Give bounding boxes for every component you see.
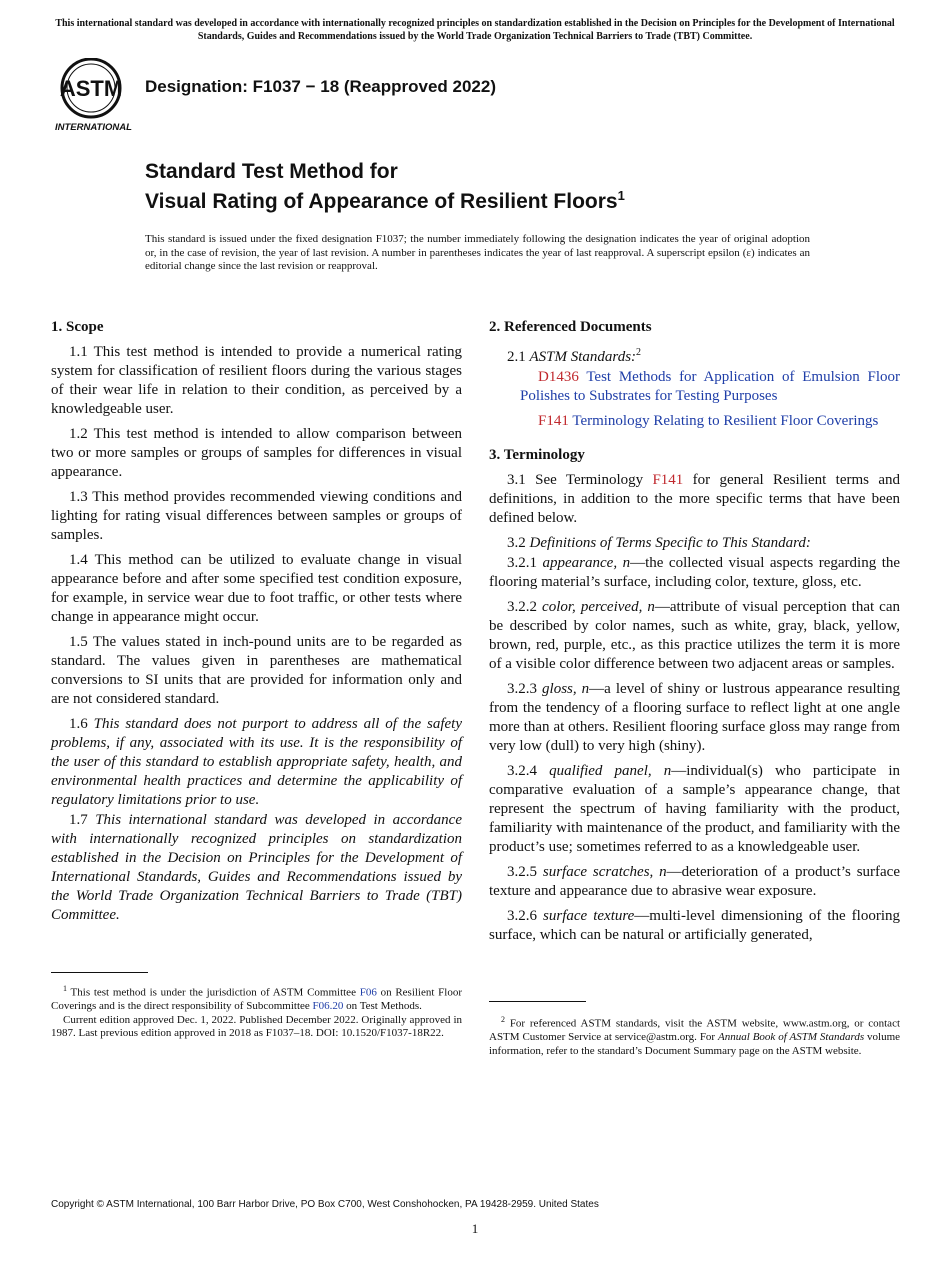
copyright: Copyright © ASTM International, 100 Barr Harbor Drive, PO Box C700, West Conshohocken, PA 19428-2959. United States	[51, 1199, 599, 1210]
footnote-1: $^1$ This test method is under the jurisdiction of ASTM Committee F06 on Resilient Floor Coverings and is the direct responsibility of Subcommittee F06.20 on Test Methods. Current edition approved Dec. 1, 2022. Published December 2022. Originally approved in 1987. Last previous edition approved in 2018 as F1037–18. DOI: 10.1520/F1037-18R22.	[51, 972, 462, 1041]
designation: Designation: F1037 − 18 (Reapproved 2022)	[145, 77, 496, 96]
footnote-2: $^2$ For referenced ASTM standards, visit the ASTM website, www.astm.org, or contact ASTM Customer Service at service@astm.org. For Annual Book of ASTM Standards volume information, refer to the standard’s Document Summary page on the ASTM website.	[489, 1001, 900, 1058]
link-f141[interactable]: F141	[652, 472, 684, 488]
paragraph-1-1: 1.1 This test method is intended to provide a numerical rating system for classification of resilient floors during the various stages of their wear life in relation to their condition, as perceived by a knowledgeable user.	[51, 344, 462, 417]
paragraph-3-2: 3.2 Definitions of Terms Specific to This Standard:	[507, 535, 811, 551]
section-heading-referenced-documents: 2. Referenced Documents	[489, 319, 652, 335]
definition-3-2-2: 3.2.2 color, perceived, n—attribute of visual perception that can be described by color names, such as white, gray, black, yellow, brown, red, purple, etc., as this practice utilizes the term it is more of a visible color difference between two adjacent areas or samples.	[489, 599, 900, 672]
definition-3-2-4: 3.2.4 qualified panel, n—individual(s) who participate in comparative evaluation of a sample’s appearance change, that represent the spectrum of having familiarity with the product, familiarity with maintenance of the product, and familiarity with the product’s use; sometimes referred to as a knowledgeable user.	[489, 763, 901, 855]
edition-note: Current edition approved Dec. 1, 2022. Published December 2022. Originally approved in 1987. Last previous edition approved in 2018 as F1037–18. DOI: 10.1520/F1037-18R22.	[51, 1013, 462, 1040]
astm-logo	[54, 58, 134, 134]
paragraph-1-5: 1.5 The values stated in inch-pound units are to be regarded as standard. The values given in parentheses are mathematical conversions to SI units that are provided for information only and are not considered standard.	[51, 634, 462, 707]
section-heading-scope: 1. Scope	[51, 319, 104, 335]
definition-3-2-1: 3.2.1 appearance, n—the collected visual aspects regarding the flooring material’s surface, including color, texture, gloss, etc.	[489, 555, 901, 590]
reference-f141[interactable]: F141 Terminology Relating to Resilient Floor Coverings	[538, 413, 879, 429]
left-column	[51, 318, 462, 931]
paragraph-3-1: 3.1 See Terminology F141 for general Resilient terms and definitions, in addition to the more specific terms that have been defined below.	[489, 472, 901, 526]
top-notice: This international standard was developed in accordance with internationally recognized principles on standardization established in the Decision on Principles for the Development of International Standards, Guides and Recommendations issued by the World Trade Organization Technical Barriers to Trade (TBT) Committee.	[55, 18, 895, 42]
link-f06-20[interactable]: F06.20	[312, 1000, 344, 1013]
document-title	[145, 160, 625, 214]
definition-3-2-3: 3.2.3 gloss, n—a level of shiny or lustrous appearance resulting from the tendency of a flooring surface to reflect light at one angle more than at others. Resilient flooring surface gloss may range from very low (dull) to very high (shiny).	[489, 681, 901, 754]
footnote-rule	[489, 1001, 586, 1002]
logo-subtext: INTERNATIONAL	[55, 122, 132, 133]
definition-3-2-5: 3.2.5 surface scratches, n—deterioration of a product’s surface texture and appearance due to abrasive wear exposure.	[489, 864, 900, 899]
definition-3-2-6: 3.2.6 surface texture—multi-level dimensioning of the flooring surface, which can be natural or artificially generated,	[489, 908, 900, 943]
logo-text: ASTM	[59, 76, 123, 101]
title-line-1: Standard Test Method for	[145, 160, 398, 183]
section-heading-terminology: 3. Terminology	[489, 447, 585, 463]
paragraph-1-7: 1.7 This international standard was developed in accordance with internationally recognized principles on standardization established in the Decision on Principles for the Development of International Standards, Guides and Recommendations issued by the World Trade Organization Technical Barriers to Trade (TBT) Committee.	[51, 812, 462, 923]
issued-note: This standard is issued under the fixed designation F1037; the number immediately following the designation indicates the year of original adoption or, in the case of revision, the year of last revision. A number in parentheses indicates the year of last reapproval. A superscript epsilon (ε) indicates an editorial change since the last revision or reapproval.	[145, 233, 810, 272]
right-column	[489, 318, 900, 951]
paragraph-1-6: 1.6 This standard does not purport to address all of the safety problems, if any, associated with its use. It is the responsibility of the user of this standard to establish appropriate safety, health, and environmental health practices and determine the applicability of regulatory limitations prior to use.	[51, 716, 463, 808]
paragraph-1-2: 1.2 This test method is intended to allow comparison between two or more samples or groups of samples for differences in visual appearance.	[51, 426, 462, 480]
page-number: 1	[471, 1221, 479, 1236]
paragraph-2-1: 2.1 ASTM Standards:$^2$	[507, 347, 642, 365]
link-f06[interactable]: F06	[359, 986, 377, 999]
title-footnote-ref[interactable]: 1	[617, 188, 625, 203]
footnote-rule	[51, 972, 148, 973]
reference-d1436[interactable]: D1436 Test Methods for Application of Emulsion Floor Polishes to Substrates for Testing Purposes	[520, 369, 900, 404]
paragraph-1-3: 1.3 This method provides recommended viewing conditions and lighting for rating visual differences between samples or groups of samples.	[51, 489, 462, 543]
title-line-2: Visual Rating of Appearance of Resilient Floors	[145, 190, 618, 213]
paragraph-1-4: 1.4 This method can be utilized to evaluate change in visual appearance before and after some specified test condition exposure, for example, in service wear due to foot traffic, or other tests where change in appearance might occur.	[51, 552, 462, 625]
